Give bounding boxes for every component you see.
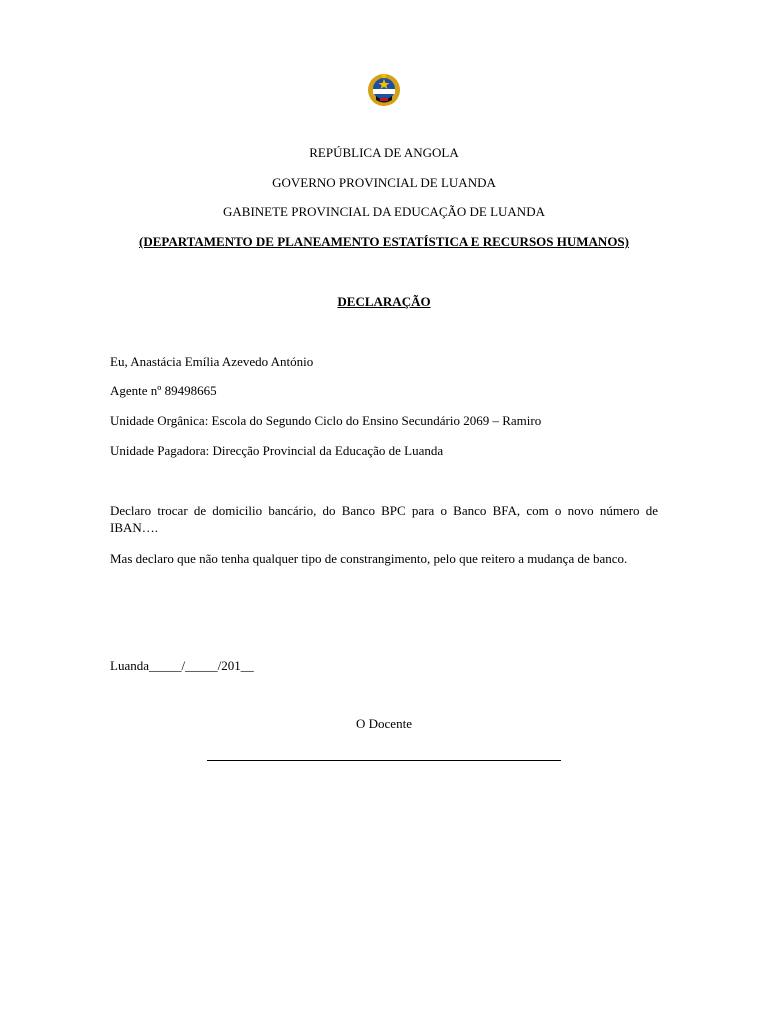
document-title: DECLARAÇÃO — [337, 294, 431, 309]
header-republic: REPÚBLICA DE ANGOLA — [309, 145, 459, 160]
agent-number: Agente nº 89498665 — [110, 383, 217, 398]
header-cabinet: GABINETE PROVINCIAL DA EDUCAÇÃO DE LUANDA — [223, 204, 545, 219]
declaration-paragraph-1: Declaro trocar de domicilio bancário, do Banco BPC para o Banco BFA, com o novo número de IBAN…. — [110, 503, 658, 535]
signature-label: O Docente — [356, 716, 412, 731]
header-department: (DEPARTAMENTO DE PLANEAMENTO ESTATÍSTICA E RECURSOS HUMANOS) — [138, 234, 629, 249]
declaration-paragraph-2: Mas declaro que não tenha qualquer tipo de constrangimento, pelo que reitero a mudança de banco. — [110, 551, 628, 566]
organic-unit: Unidade Orgânica: Escola do Segundo Ciclo do Ensino Secundário 2069 – Ramiro — [110, 413, 542, 428]
paying-unit: Unidade Pagadora: Direcção Provincial da Educação de Luanda — [110, 443, 444, 458]
date-line: Luanda_____/_____/201__ — [110, 658, 254, 673]
declarant-name: Eu, Anastácia Emília Azevedo António — [110, 354, 314, 369]
header-government: GOVERNO PROVINCIAL DE LUANDA — [272, 175, 496, 190]
angola-emblem-icon — [366, 72, 402, 108]
signature-line — [207, 760, 561, 761]
